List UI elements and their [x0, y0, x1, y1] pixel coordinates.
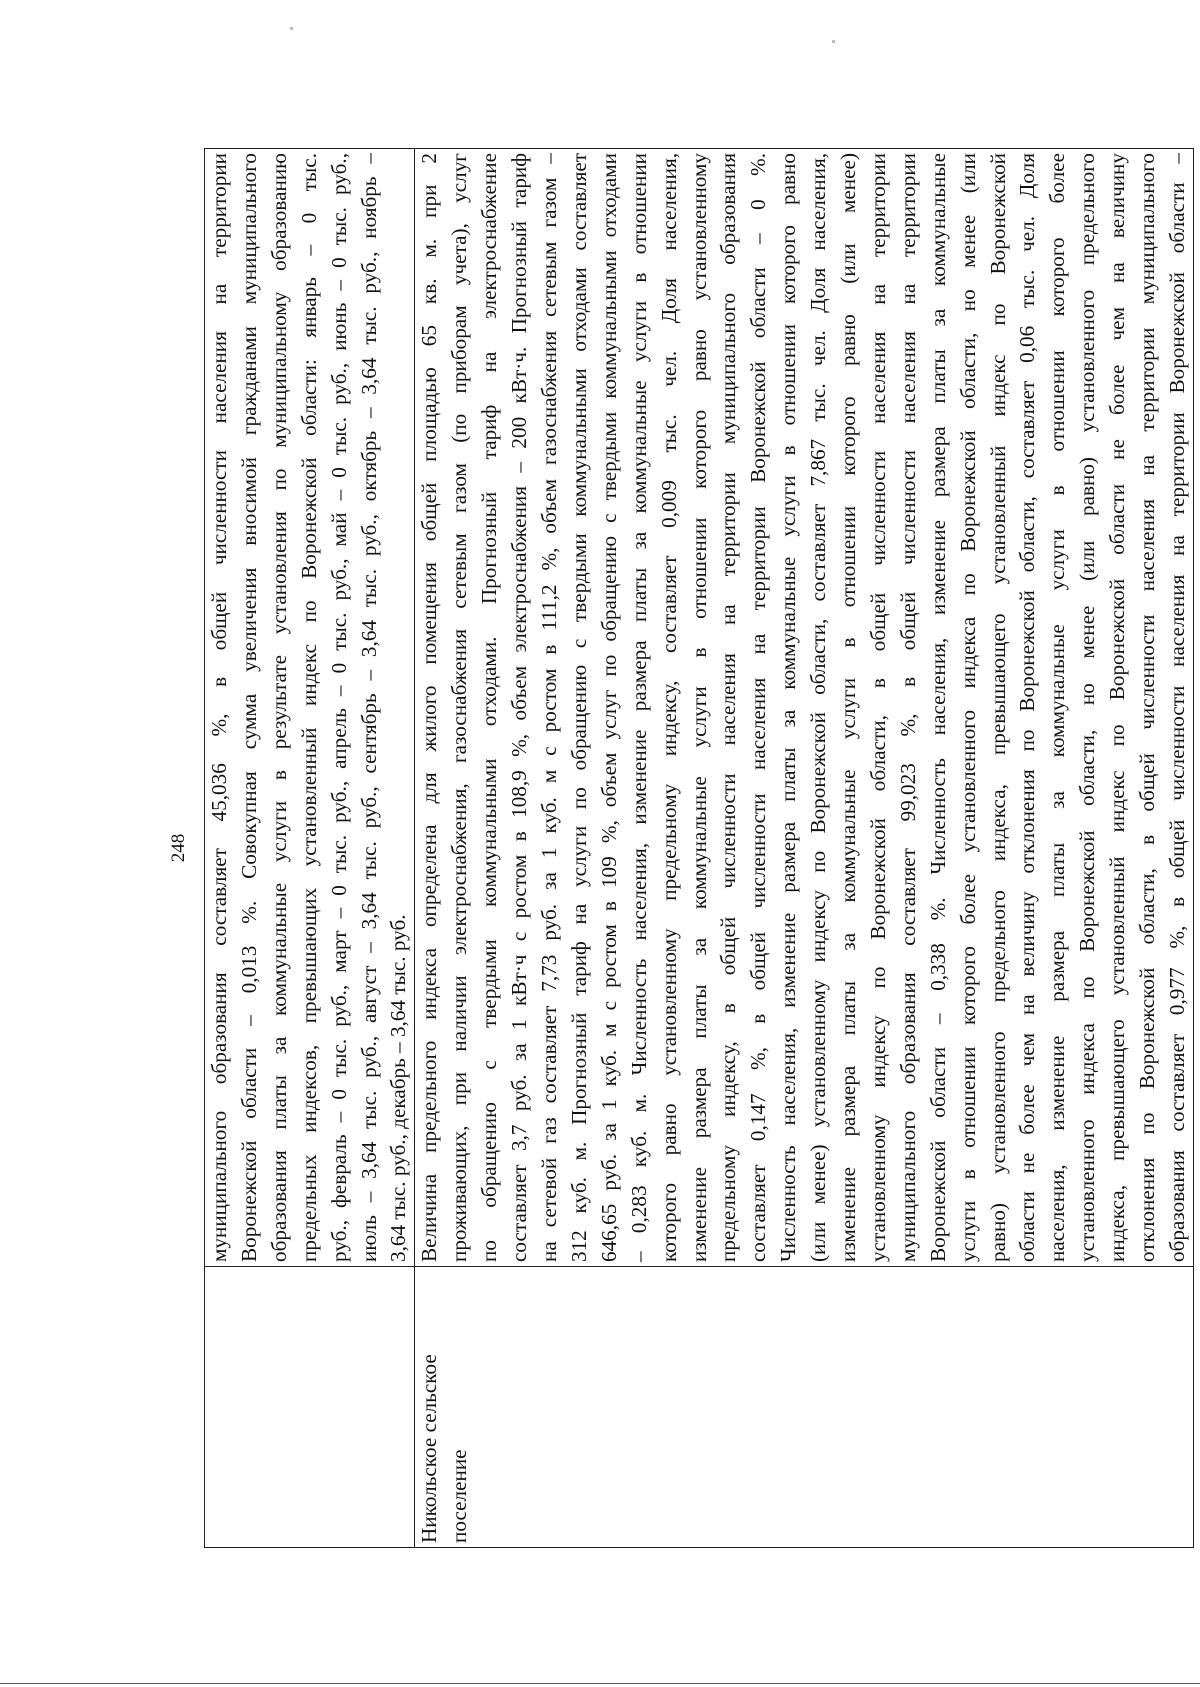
text-line: услуги в отношении которого более установленного индекса по Воронежской области, но менее (или	[955, 153, 980, 1262]
description-cell	[205, 149, 415, 1267]
text-line: индекса, превышающего установленный индекс по Воронежской области не более чем на величину	[1105, 153, 1130, 1262]
page-number: 248	[168, 833, 189, 863]
text-line: Воронежской области – 0,013 %. Совокупная сумма увеличения вносимой гражданами муниципального	[236, 153, 261, 1262]
scan-speck	[832, 40, 835, 43]
text-line: по обращению с твердыми коммунальными отходами. Прогнозный тариф на электроснабжение	[477, 153, 502, 1262]
text-line: 646,65 руб. за 1 куб. м с ростом в 109 %, объем услуг по обращению с твердыми коммунальными отходами	[596, 153, 621, 1262]
scan-edge-line	[0, 1683, 1200, 1684]
text-line: установленного индекса по Воронежской области, но менее (или равно) установленного предельного	[1075, 153, 1100, 1262]
text-line: – 0,283 куб. м. Численность населения, изменение размера платы за коммунальные услуги в отношении	[626, 153, 651, 1262]
text-line: 312 куб. м. Прогнозный тариф на услуги по обращению с твердыми коммунальными отходами составляет	[566, 153, 591, 1262]
text-line: Величина предельного индекса определена для жилого помещения общей площадью 65 кв. м. при 2	[417, 153, 442, 1262]
text-line: установленному индексу по Воронежской области, в общей численности населения на территории	[865, 153, 890, 1262]
text-line: муниципального образования составляет 45,036 %, в общей численности населения на территории	[207, 153, 231, 1262]
text-line: области не более чем на величину отклонения по Воронежской области, составляет 0,06 тыс. чел. Доля	[1015, 153, 1040, 1262]
text-line: 3,64 тыс. руб., декабрь – 3,64 тыс. руб.	[386, 914, 411, 1262]
rotated-page	[168, 148, 1189, 1548]
scan-speck	[290, 27, 293, 30]
text-line: составляет 0,147 %, в общей численности населения на территории Воронежской области – 0 %.	[746, 153, 771, 1262]
text-line: изменение размера платы за коммунальные услуги в отношении которого равно (или менее)	[836, 153, 861, 1262]
text-line: муниципального образования составляет 99,023 %, в общей численности населения на территории	[895, 153, 920, 1262]
text-line: которого равно установленному предельному индексу, составляет 0,009 тыс. чел. Доля населения,	[656, 153, 681, 1262]
text-line: руб., февраль – 0 тыс. руб., март – 0 тыс. руб., апрель – 0 тыс. руб., май – 0 тыс. руб., июнь – 0 тыс. руб.,	[326, 153, 351, 1262]
text-line: отклонения по Воронежской области, в общей численности населения на территории муниципального	[1135, 153, 1160, 1262]
text-line: проживающих, при наличии электроснабжения, газоснабжения сетевым газом (по приборам учета), услуг	[447, 153, 472, 1262]
text-line: равно) установленного предельного индекса, превышающего установленный индекс по Воронежской	[985, 153, 1010, 1262]
text-line: образования составляет 0,977 %, в общей численности населения на территории Воронежской области –	[1165, 153, 1189, 1262]
description-cell	[415, 149, 1194, 1267]
text-line: предельных индексов, превышающих установленный индекс по Воронежской области: январь – 0 тыс.	[296, 153, 321, 1262]
table-row	[205, 149, 415, 1548]
text-line: населения, изменение размера платы за коммунальные услуги в отношении которого более	[1045, 153, 1070, 1262]
municipality-table	[204, 148, 1194, 1548]
municipality-name: Никольское сельское поселение	[417, 1354, 472, 1543]
text-line: (или менее) установленному индексу по Воронежской области, составляет 7,867 тыс. чел. Доля населения,	[806, 153, 831, 1262]
text-line: Воронежской области – 0,338 %. Численность населения, изменение размера платы за коммунальные	[925, 153, 950, 1262]
table-row	[415, 149, 1194, 1548]
text-line: июль – 3,64 тыс. руб., август – 3,64 тыс. руб., сентябрь – 3,64 тыс. руб., октябрь – 3,64 тыс. руб., ноябрь –	[356, 153, 381, 1262]
municipality-name-cell	[205, 1267, 415, 1548]
text-line: составляет 3,7 руб. за 1 кВт·ч с ростом в 108,9 %, объем электроснабжения – 200 кВт·ч. Прогнозный тариф	[507, 153, 532, 1262]
text-line: предельному индексу, в общей численности населения на территории муниципального образования	[716, 153, 741, 1262]
text-line: Численность населения, изменение размера платы за коммунальные услуги в отношении которого равно	[776, 153, 801, 1262]
municipality-name-cell	[415, 1267, 1194, 1548]
text-line: изменение размера платы за коммунальные услуги в отношении которого равно установленному	[686, 153, 711, 1262]
text-line: образования платы за коммунальные услуги в результате установления по муниципальному образованию	[266, 153, 291, 1262]
text-line: на сетевой газ составляет 7,73 руб. за 1 куб. м с ростом в 111,2 %, объем газоснабжения сетевым газом –	[536, 153, 561, 1262]
